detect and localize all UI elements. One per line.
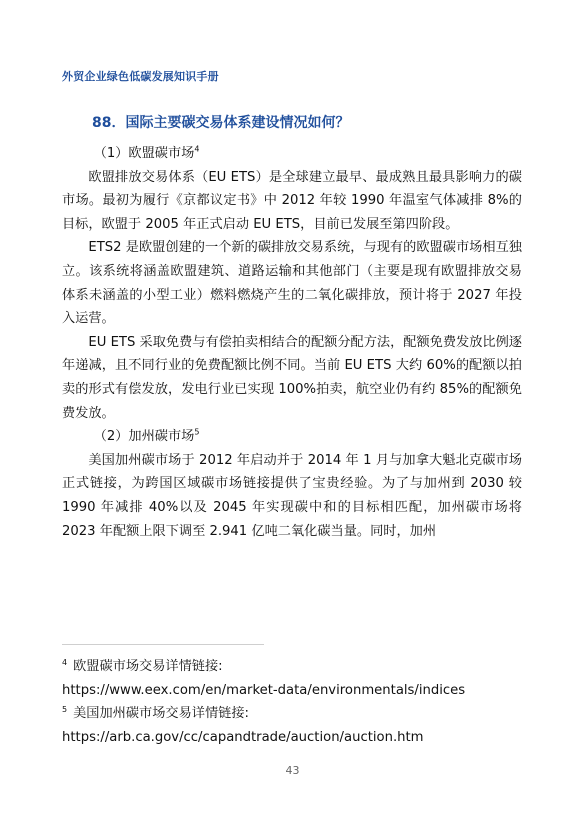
running-header: 外贸企业绿色低碳发展知识手册	[62, 70, 219, 83]
ca-heading: （2）加州碳市场$^5$	[93, 427, 200, 445]
page-number: 43	[285, 764, 300, 777]
footnote-ref-5[interactable]: 5	[194, 427, 200, 437]
ca-paragraph-1: 美国加州碳市场于 2012 年启动并于 2014 年 1 月与加拿大魁北克碳市场正式链接，为跨国区域碳市场链接提供了宝贵经验。为了与加州到 2030 较 1990 年减排 40%以及 2045 年实现碳中和的目标相匹配，加州碳市场将 2023 年配额上限下调至 2.941 亿吨二氧化碳当量。同时，加州	[62, 452, 522, 539]
footnote-4-url[interactable]: https://www.eex.com/en/market-data/environmentals/indices	[62, 682, 466, 698]
eu-paragraph-3: EU ETS 采取免费与有偿拍卖相结合的配额分配方法，配额免费发放比例逐年递减，且不同行业的免费配额比例不同。当前 EU ETS 大约 60%的配额以拍卖的形式有偿发放，发电行业已实现 100%拍卖，航空业仍有约 85%的配额免费发放。	[62, 334, 522, 421]
eu-paragraph-1: 欧盟排放交易体系（EU ETS）是全球建立最早、最成熟且最具影响力的碳市场。最初为履行《京都议定书》中 2012 年较 1990 年温室气体减排 8%的目标，欧盟于 2005 年正式启动 EU ETS，目前已发展至第四阶段。	[62, 169, 522, 232]
eu-paragraph-2: ETS2 是欧盟创建的一个新的碳排放交易系统，与现有的欧盟碳市场相互独立。该系统将涵盖欧盟建筑、道路运输和其他部门（主要是现有欧盟排放交易体系未涵盖的小型工业）燃料燃烧产生的二氧化碳排放，预计将于 2027 年投入运营。	[62, 240, 522, 327]
body-text	[62, 142, 522, 543]
footnote-ref-4[interactable]: 4	[194, 144, 200, 154]
footnote-4-label: $^4$ 欧盟碳市场交易详情链接:	[62, 657, 223, 674]
footnote-5-label: $^5$ 美国加州碳市场交易详情链接:	[62, 704, 249, 722]
footnotes	[62, 655, 532, 749]
eu-heading: （1）欧盟碳市场$^4$	[93, 144, 200, 161]
footnote-5-url[interactable]: https://arb.ca.gov/cc/capandtrade/auction/auction.htm	[62, 729, 424, 745]
section-title: 88．国际主要碳交易体系建设情况如何？	[92, 115, 350, 131]
footnote-divider	[62, 644, 264, 645]
